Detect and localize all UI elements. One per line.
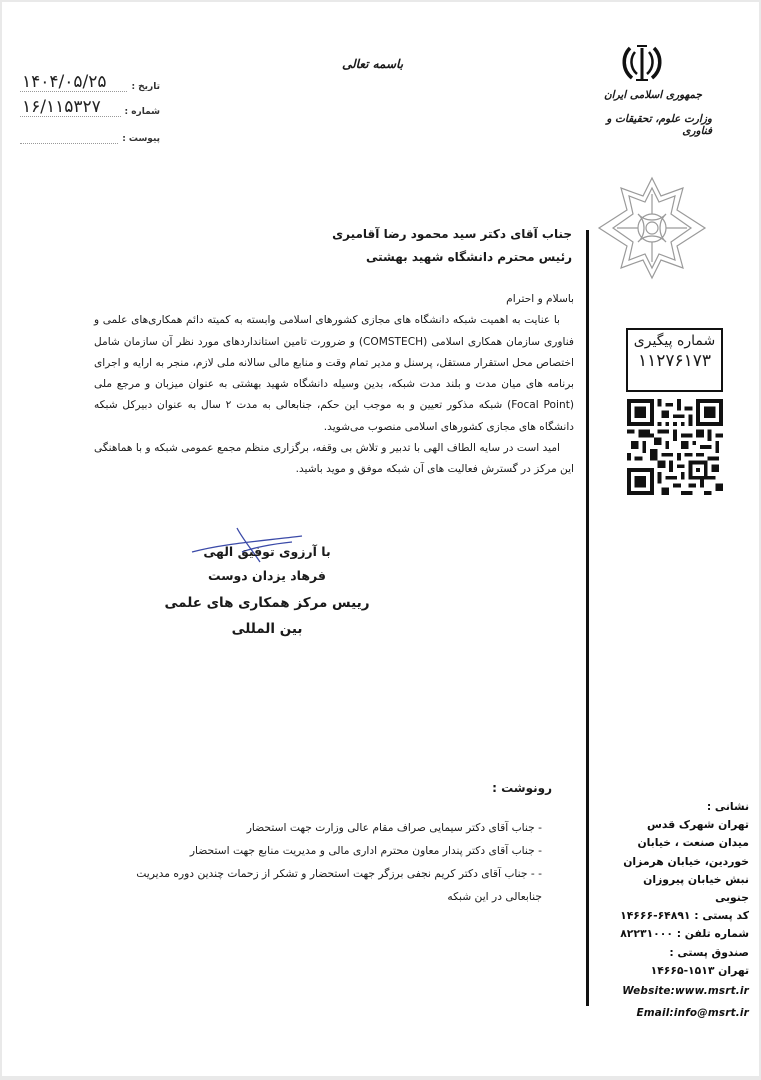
address-label: نشانی : bbox=[706, 800, 749, 813]
body-paragraph-2: امید است در سایه الطاف الهی با تدبیر و تلاش بی وقفه، برگزاری منظم مجمع عمومی شبکه و با هماهنگی این مرکز در گسترش فعالیت های آن شبکه موفق و موید باشید. bbox=[94, 442, 574, 476]
cc-item: - جناب آقای دکتر پندار معاون محترم اداری مالی و مدیریت منابع جهت استحضار bbox=[189, 844, 542, 857]
signature-block bbox=[152, 542, 382, 642]
org-country: جمهوری اسلامی ایران bbox=[603, 89, 702, 101]
qr-code-icon bbox=[627, 399, 723, 495]
number-row bbox=[20, 97, 160, 117]
decorative-ornament-icon bbox=[595, 174, 710, 282]
website-link[interactable]: Website:www.msrt.ir bbox=[622, 985, 749, 998]
basmala: باسمه تعالی bbox=[342, 57, 404, 71]
number-value: ۱۶/۱۱۵۳۲۷ bbox=[20, 98, 121, 117]
number-label: شماره : bbox=[124, 107, 160, 117]
cc-item: جنابعالی در این شبکه bbox=[447, 890, 542, 903]
recipient-title: رئیس محترم دانشگاه شهید بهشتی bbox=[365, 250, 572, 264]
cc-item: - - جناب آقای دکتر کریم نجفی برزگر جهت استحضار و تشکر از زحمات چندین دوره مدیریت bbox=[136, 867, 542, 880]
date-label: تاریخ : bbox=[131, 82, 160, 92]
phone-number: شماره تلفن : ۸۲۲۳۱۰۰۰ bbox=[620, 927, 749, 941]
attachment-label: پیوست : bbox=[122, 134, 160, 144]
recipient-block bbox=[322, 223, 572, 269]
attachment-row bbox=[20, 124, 160, 144]
cc-title: رونوشت : bbox=[492, 781, 552, 795]
signature-closing: با آرزوی توفیق الهی bbox=[203, 544, 331, 559]
address-line: تهران شهرک قدس bbox=[646, 818, 749, 832]
signatory-name: فرهاد یزدان دوست bbox=[208, 568, 326, 583]
org-ministry: وزارت علوم، تحقیقات و فناوری bbox=[606, 113, 712, 137]
address-block bbox=[608, 798, 749, 1022]
address-line: میدان صنعت ، خیابان bbox=[637, 836, 749, 850]
postal-code: کد پستی : ۶۴۸۹۱-۱۴۶۶۶ bbox=[620, 909, 749, 923]
cc-list bbox=[136, 816, 542, 908]
email-link[interactable]: Email:info@msrt.ir bbox=[636, 1007, 749, 1020]
po-box: تهران ۱۵۱۳-۱۴۶۶۵ bbox=[650, 963, 749, 977]
attachment-value bbox=[20, 133, 118, 144]
letter-body bbox=[94, 289, 574, 481]
po-box-label: صندوق پستی : bbox=[669, 945, 749, 959]
greeting: باسلام و احترام bbox=[506, 293, 574, 305]
letter-page bbox=[2, 2, 759, 1076]
date-row bbox=[20, 72, 160, 92]
tracking-number-box bbox=[626, 328, 723, 392]
vertical-divider bbox=[586, 230, 589, 1006]
tracking-number: ۱۱۲۷۶۱۷۳ bbox=[637, 351, 712, 371]
date-value: ۱۴۰۴/۰۵/۲۵ bbox=[20, 73, 127, 92]
iran-emblem-icon bbox=[622, 42, 662, 84]
signatory-position: رییس مرکز همکاری های علمی بین المللی bbox=[164, 595, 370, 637]
address-line: نبش خیابان پیروزان جنوبی bbox=[643, 872, 749, 905]
recipient-name: جناب آقای دکتر سید محمود رضا آقامیری bbox=[332, 227, 572, 241]
cc-item: - جناب آقای دکتر سیمایی صراف مقام عالی وزارت جهت استحضار bbox=[246, 821, 542, 834]
address-line: خوردین، خیابان هرمزان bbox=[623, 854, 749, 868]
tracking-label: شماره پیگیری bbox=[633, 333, 716, 349]
body-paragraph-1: با عنایت به اهمیت شبکه دانشگاه های مجازی کشورهای اسلامی وابسته به کمیته دائم همکاری‌های علمی و فناوری سازمان همکاری اسلامی (COMSTECH) و ضرورت تامین استانداردهای مورد نظر آن سازمان شامل اختصاص محل استقرار مستقل، پرسنل و مدیر تمام وقت و منابع مالی سالانه ملی لازم، منجر به ارایه و اجرای برنامه های میان مدت و بلند مدت شبکه، بدین وسیله دانشگاه شهید بهشتی به عنوان میزبان و مرجع ملی (Focal Point) شبکه مذکور تعیین و به موجب این حکم، جنابعالی به مدت ۲ سال به عنوان دبیرکل شبکه دانشگاه های مجازی کشورهای اسلامی منصوب می‌شوید. bbox=[94, 314, 574, 433]
